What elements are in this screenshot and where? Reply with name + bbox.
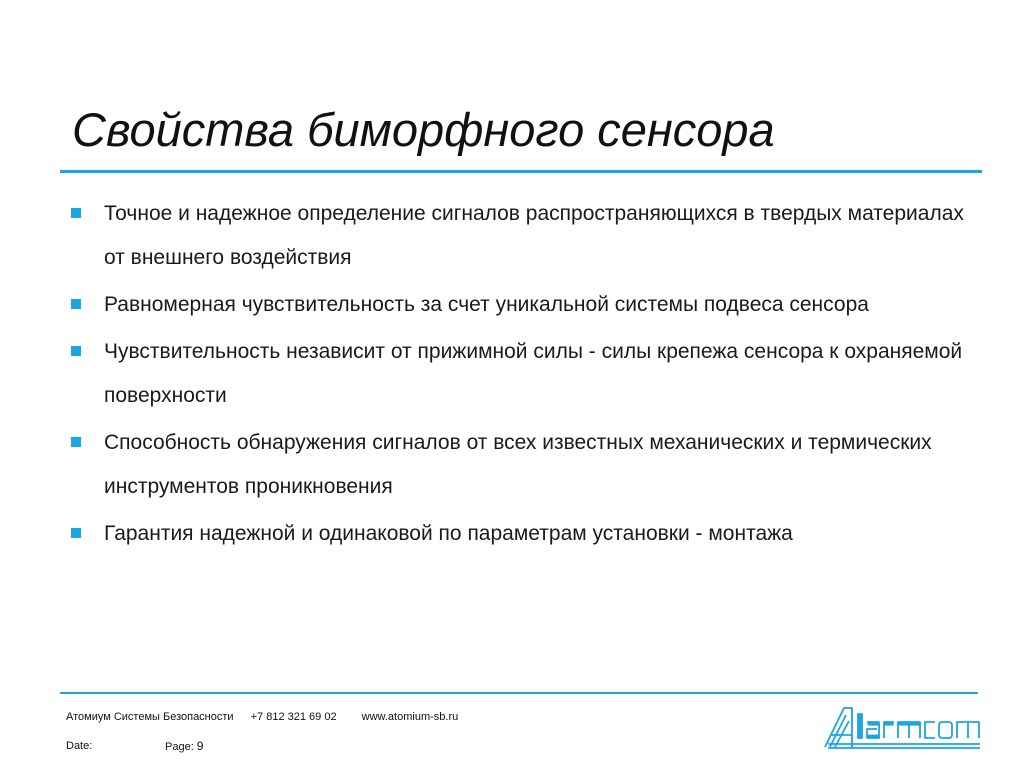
footer-page-label: Page: xyxy=(165,741,194,753)
footer-date-label: Date: xyxy=(66,740,93,752)
square-bullet-icon xyxy=(71,437,81,447)
footer-contacts xyxy=(66,709,458,725)
title-divider xyxy=(60,170,982,173)
square-bullet-icon xyxy=(71,528,81,538)
square-bullet-icon xyxy=(71,346,81,356)
bullet-item xyxy=(70,421,970,509)
footer-page xyxy=(165,738,203,755)
bullet-item xyxy=(70,283,970,327)
bullet-item xyxy=(70,512,970,556)
footer-divider xyxy=(60,692,978,694)
footer-website[interactable]: www.atomium-sb.ru xyxy=(361,711,459,723)
square-bullet-icon xyxy=(71,299,81,309)
footer-company: Атомиум Системы Безопасности xyxy=(66,711,234,723)
bullet-text: Чувствительность независит от прижимной силы - силы крепежа сенсора к охраняемой поверхности xyxy=(104,340,963,407)
footer-phone: +7 812 321 69 02 xyxy=(250,711,337,723)
square-bullet-icon xyxy=(71,208,81,218)
bullet-item xyxy=(70,330,970,418)
bullet-text: Способность обнаружения сигналов от всех известных механических и термических инструментов проникновения xyxy=(104,431,932,498)
bullet-text: Точное и надежное определение сигналов распространяющихся в твердых материалах от внешнего воздействия xyxy=(104,202,964,269)
bullet-text: Гарантия надежной и одинаковой по параметрам установки - монтажа xyxy=(104,522,793,545)
page-number: 9 xyxy=(196,739,204,753)
slide-title: Свойства биморфного сенсора xyxy=(72,103,775,156)
alarmcom-logo-icon xyxy=(822,704,984,750)
bullet-list xyxy=(70,192,970,559)
bullet-item xyxy=(70,192,970,280)
bullet-text: Равномерная чувствительность за счет уникальной системы подвеса сенсора xyxy=(104,293,869,316)
